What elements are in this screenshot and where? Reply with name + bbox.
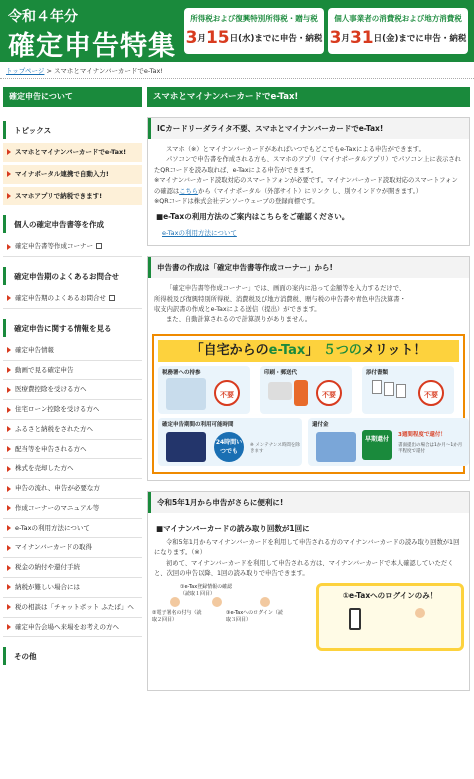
sidebar-info-item[interactable]: マイナンバーカードの取得 [3,538,142,558]
sidebar-info-list [3,341,142,637]
deadline-consumption-tax: 個人事業者の消費税および地方消費税 3月31日(金)までに申告・納税 [328,8,468,54]
sidebar-section-create: 個人の確定申告書等を作成 [3,215,142,233]
sidebar-topic-app-payment[interactable]: スマホアプリで納税できます! [3,187,142,206]
sidebar-info-item[interactable]: 確定申告会場へ来場をお考えの方へ [3,618,142,638]
merit-no-visit: 税務署への持参 不要 [158,366,250,414]
breadcrumb-current: スマホとマイナンバーカードでe-Tax! [54,67,163,75]
steps-illustration: ①e-Tax登録情報の確認（読取１回目） ②電子署名の付与（読取２回目） ③e-Taxへのログイン（読取３回目） ①e-Taxへのログインのみ！ [148,583,469,653]
paragraph: 初めて、マイナンバーカードを利用して申告される方は、マイナンバーカードで本人確認していただくと、次回の申告以降、1回の読み取りで申告できます。 [154,559,454,577]
sidebar-info-item[interactable]: ふるさと納税をされた方へ [3,420,142,440]
sidebar-topics-heading: トピックス [3,121,142,139]
postbox-illustration [294,380,308,406]
person-icon [170,597,180,607]
document-icon [396,384,406,398]
subheading: ■e-Taxの利用方法のご案内はこちらをご確認ください。 [156,212,350,222]
sidebar-info-item[interactable]: 医療費控除を受ける方へ [3,380,142,400]
sidebar-section-other: その他 [3,647,142,665]
merit-badge: 不要 [214,380,240,406]
sidebar-info-item[interactable]: 税金の納付や還付手続 [3,558,142,578]
sidebar-info-item[interactable]: 配当等を申告される方へ [3,440,142,460]
section-creation-corner [147,256,470,481]
external-link-icon [96,243,102,249]
sidebar-topic-smartphone-etax[interactable]: スマホとマイナンバーカードでe-Tax! [3,143,142,162]
paragraph: また、自動計算されるので計算誤りがありません。 [166,316,312,324]
breadcrumb: トップページ > スマホとマイナンバーカードでe-Tax! [6,67,163,75]
section-heading: 申告書の作成は「確定申告書等作成コーナー」から! [148,257,469,278]
etax-usage-link[interactable]: e-Taxの利用方法について [162,229,237,238]
external-link-icon [109,295,115,301]
sidebar-info-item[interactable]: 作成コーナーのマニュアル等 [3,499,142,519]
merit-badge: 24時間いつでも [214,432,244,462]
merit-no-attachments: 添付書類 不要 [362,366,454,414]
section-heading: ICカードリーダライタ不要、スマホとマイナンバーカードでe-Tax! [148,118,469,139]
note: ※QRコードは株式会社デンソーウェーブの登録商標です。 [154,197,319,205]
merit-banner [152,334,465,474]
document-icon [372,380,382,394]
compatible-phones-link[interactable]: こちら [179,187,199,195]
person-icon [415,608,425,618]
tax-office-illustration [166,378,206,410]
merit-badge: 不要 [316,380,342,406]
section-convenience [147,491,470,691]
night-illustration [166,432,206,462]
person-icon [212,597,222,607]
subheading: ■マイナンバーカードの読み取り回数が1回に [156,523,310,533]
sidebar-heading: 確定申告について [3,87,142,107]
sidebar [3,87,142,669]
breadcrumb-home-link[interactable]: トップページ [6,67,45,75]
header-title-small: 令和４年分 [8,9,78,25]
merit-badge: 不要 [418,380,444,406]
bank-illustration [316,432,356,462]
paragraph: 「確定申告書等作成コーナー」では、画面の案内に沿って金額等を入力するだけで、所得税及び復興特別所得税、消費税及び地方消費税、贈与税の申告書や青色申告決算書・収支内訳書の作成とe-Taxによる送信（提出）ができます。 [154,285,406,313]
section-smartphone [147,117,470,246]
phone-illustration [349,608,361,630]
merit-24h: 確定申告期間の利用可能時間 24時間いつでも ※ メンテナンス時間を除きます [158,418,302,466]
header-title-big: 確定申告特集 [8,31,176,62]
printer-illustration [268,382,292,400]
section-heading: 令和5年1月から申告がさらに便利に! [148,492,469,513]
merit-badge: 早期還付 [362,430,392,460]
sidebar-info-item[interactable]: 申告の流れ、申告が必要な方 [3,479,142,499]
page-title: スマホとマイナンバーカードでe-Tax! [147,87,470,107]
sidebar-info-item[interactable]: 確定申告情報 [3,341,142,361]
callout-box: ①e-Taxへのログインのみ！ [316,583,464,651]
document-icon [384,382,394,396]
deadline-income-tax: 所得税および復興特別所得税・贈与税 3月15日(水)までに申告・納税 [184,8,324,54]
paragraph: スマホ（※）とマイナンバーカードがあればいつでもどこでもe-Taxによる申告ができます。 [166,146,425,153]
sidebar-topic-mynaportal[interactable]: マイナポータル連携で自動入力! [3,165,142,184]
sidebar-section-info: 確定申告に関する情報を見る [3,319,142,337]
sidebar-info-item[interactable]: e-Taxの利用方法について [3,519,142,539]
divider [0,78,474,79]
paragraph: 令和5年1月からマイナンバーカードを利用して申告される方のマイナンバーカードの読み取り回数が1回になります。（※） [154,538,460,557]
note: ※マイナンバーカード読取対応のスマートフォンが必要です。マイナンバーカード読取対応のスマートフォンの確認はこちらから（マイナポータル（外部サイト）にリンク し、別ウインドウが開きます。） [154,177,458,195]
site-header [0,0,474,62]
person-icon [260,597,270,607]
merit-no-print: 印刷・郵送代 不要 [260,366,352,414]
sidebar-info-item[interactable]: 納税が難しい場合には [3,578,142,598]
main-content [147,87,470,691]
sidebar-item-creation-corner[interactable]: 確定申告書等作成コーナー [3,237,142,257]
sidebar-section-faq: 確定申告期のよくあるお問合せ [3,267,142,285]
paragraph: パソコンで申告書を作成される方も、スマホのアプリ（マイナポータルアプリ）でパソコン上に表示されたQRコードを読み取れば、e-Taxによる申告ができます。 [154,156,461,174]
merit-banner-title: 「自宅からのe-Tax」 ５つのメリット！ [158,340,459,362]
sidebar-item-faq[interactable]: 確定申告期のよくあるお問合せ [3,289,142,309]
sidebar-info-item[interactable]: 住宅ローン控除を受ける方へ [3,400,142,420]
sidebar-info-item[interactable]: 動画で見る確定申告 [3,361,142,381]
sidebar-info-item[interactable]: 株式を売却した方へ [3,459,142,479]
sidebar-info-item[interactable]: 税の相談は「チャットボット ふたば」へ [3,598,142,618]
merit-early-refund: 還付金 早期還付 3週間程度で還付！ 書面提出の場合は1か月～1か月半程度で還付 [308,418,469,466]
